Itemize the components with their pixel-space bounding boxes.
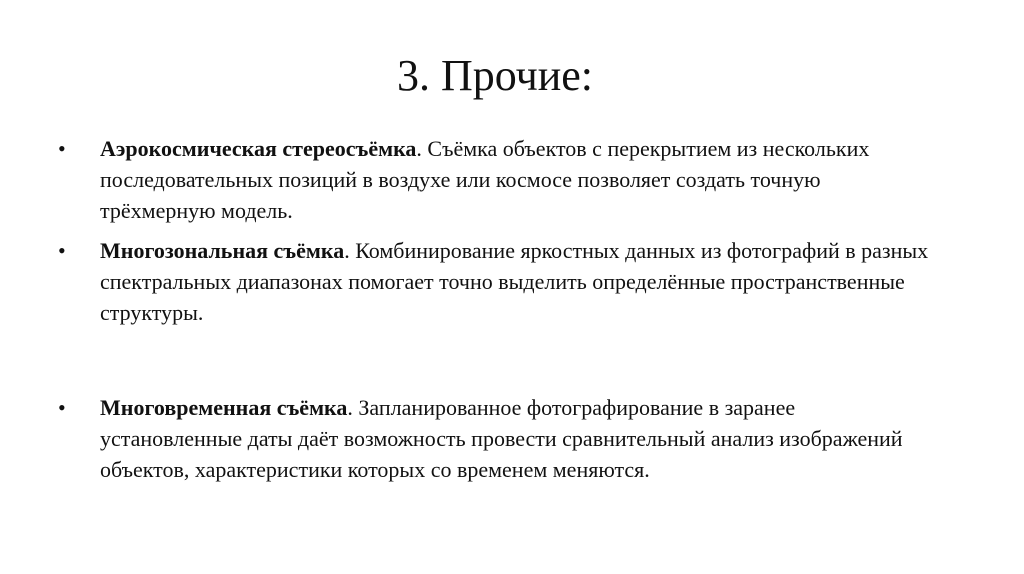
bullet-text bbox=[100, 133, 940, 226]
slide-title: 3. Прочие: bbox=[396, 51, 594, 100]
bullet-term: Аэрокосмическая стереосъёмка bbox=[100, 136, 417, 161]
bullet-term: Многовременная съёмка bbox=[100, 395, 348, 420]
bullet-term: Многозональная съёмка bbox=[100, 238, 345, 263]
bullet-description: . Комбинирование яркостных данных из фотографий в разных спектральных диапазонах помогает точно выделить определённые пространственные структуры. bbox=[100, 238, 929, 325]
bullet-icon: • bbox=[58, 238, 66, 263]
bullet-description: . Съёмка объектов с перекрытием из нескольких последовательных позиций в воздухе или космосе позволяет создать точную трёхмерную модель. bbox=[100, 136, 870, 223]
bullet-text bbox=[100, 392, 940, 485]
bullet-description: . Запланированное фотографирование в заранее установленные даты даёт возможность провести сравнительный анализ изображений объектов, характеристики которых со временем меняются. bbox=[100, 395, 903, 482]
bullet-icon: • bbox=[58, 136, 66, 161]
bullet-text bbox=[100, 235, 940, 328]
bullet-icon: • bbox=[58, 395, 66, 420]
